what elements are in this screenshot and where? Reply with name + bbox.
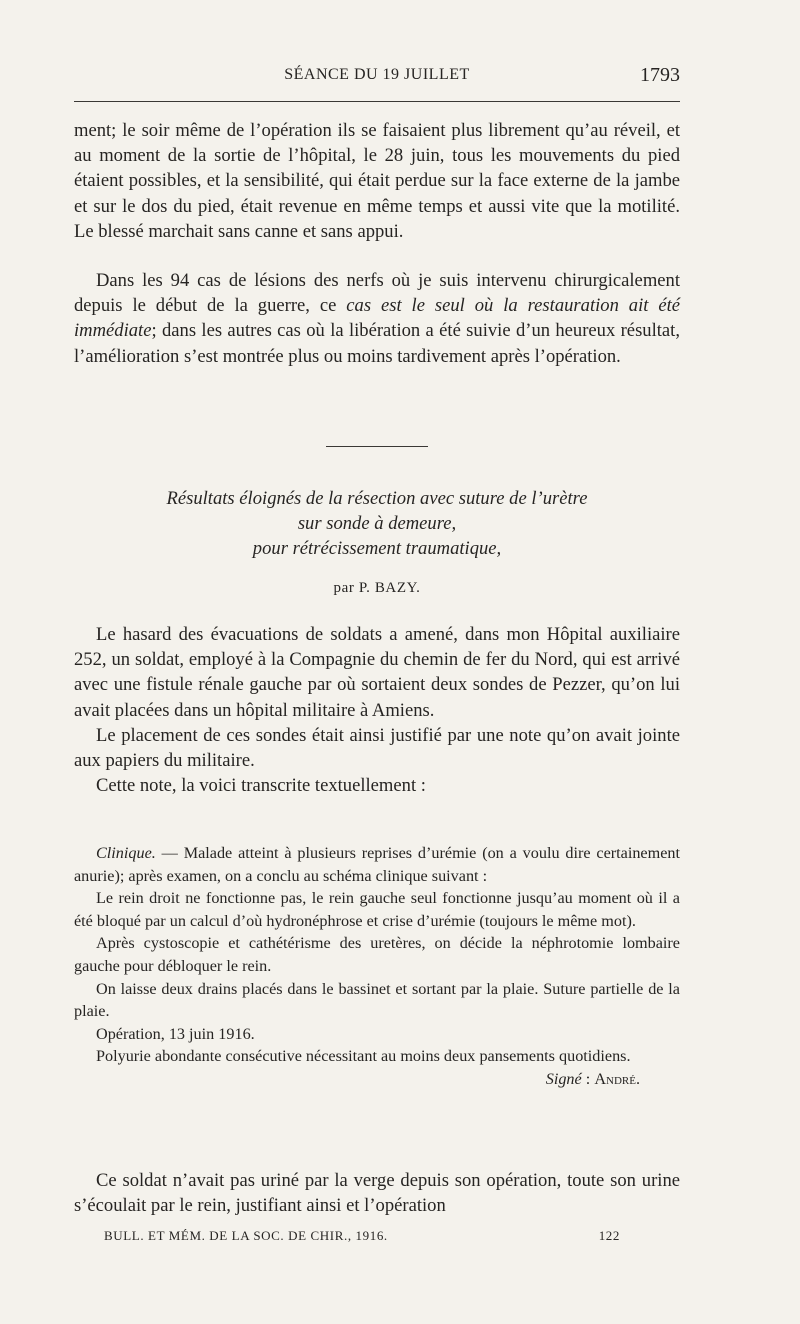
- paragraph: Le placement de ces sondes était ainsi justifié par une note qu’on avait jointe aux papiers du militaire.: [74, 724, 680, 772]
- page-header: [74, 64, 680, 94]
- sheet-number: 122: [598, 1228, 620, 1243]
- note-line: Après cystoscopie et cathétérisme des uretères, on décide la néphrotomie lombaire gauche pour débloquer le rein.: [74, 934, 680, 975]
- paragraph-continued: ment; le soir même de l’opération ils se faisaient plus librement qu’au réveil, et au moment de la sortie de l’hôpital, le 28 juin, tous les mouvements du pied étaient possibles, et la sensibilité, qui était perdue sur la face externe de la jambe et sur le dos du pied, était revenue en même temps et aussi vite que la motilité. Le blessé marchait sans canne et sans appui.: [74, 120, 680, 242]
- title-line: Résultats éloignés de la résection avec suture de l’urètre: [166, 488, 588, 509]
- page-number: 1793: [640, 64, 680, 86]
- note-line: [74, 842, 680, 887]
- section-continuation: [74, 118, 680, 369]
- note-line: Opération, 13 juin 1916.: [96, 1024, 255, 1043]
- paragraph: Cette note, la voici transcrite textuellement :: [96, 775, 426, 797]
- page-footer: [104, 1228, 620, 1248]
- journal-signature: BULL. ET MÉM. DE LA SOC. DE CHIR., 1916.: [104, 1228, 388, 1243]
- note-line: Polyurie abondante consécutive nécessitant au moins deux pansements quotidiens.: [96, 1047, 631, 1066]
- signature-name: André.: [594, 1069, 640, 1088]
- signature-label: Signé: [545, 1069, 582, 1088]
- note-label: Clinique.: [96, 844, 156, 862]
- paragraph-nerve-cases: [74, 268, 680, 369]
- note-line: Le rein droit ne fonctionne pas, le rein gauche seul fonctionne jusqu’au moment où il a été bloqué par un calcul d’où hydronéphrose et crise d’urémie (toujours le même mot).: [74, 889, 680, 930]
- transcribed-note: [74, 842, 680, 1091]
- note-text: — Malade atteint à plusieurs reprises d’urémie (on a voulu dire certainement anurie); après examen, on a conclu au schéma clinique suivant :: [74, 844, 680, 885]
- title-line: pour rétrécissement traumatique,: [252, 538, 502, 559]
- emphasis-text: cas est le seul où la restauration ait été immédiate: [74, 295, 681, 342]
- running-title: SÉANCE DU 19 JUILLET: [284, 66, 470, 83]
- paragraph-text: ; dans les autres cas où la libération a été suivie d’un heureux résultat, l’amélioration s’est montrée plus ou moins tardivement après l’opération.: [74, 320, 680, 367]
- note-line: On laisse deux drains placés dans le bassinet et sortant par la plaie. Suture partielle de la plaie.: [74, 979, 680, 1021]
- article-body: [74, 622, 680, 798]
- paragraph: Ce soldat n’avait pas uriné par la verge depuis son opération, toute son urine s’écoulait par le rein, justifiant ainsi et l’opération: [74, 1170, 680, 1217]
- header-rule: [74, 101, 680, 102]
- signature-separator: :: [581, 1069, 595, 1088]
- paragraph: Le hasard des évacuations de soldats a amené, dans mon Hôpital auxiliaire 252, un soldat, employé à la Compagnie du chemin de fer du Nord, qui est arrivé avec une fistule rénale gauche par où sortaient deux sondes de Pezzer, qu’on lui avait placées dans un hôpital militaire à Amiens.: [74, 624, 680, 721]
- article-author: par P. BAZY.: [333, 580, 421, 596]
- note-signature: [74, 1068, 680, 1091]
- article-title: [74, 486, 680, 561]
- paragraph-text: Dans les 94 cas de lésions des nerfs où je suis intervenu chirurgicalement depuis le début de la guerre, ce: [74, 270, 680, 317]
- article-body-continued: [74, 1168, 680, 1218]
- section-separator: [326, 446, 428, 447]
- title-line: sur sonde à demeure,: [297, 513, 457, 534]
